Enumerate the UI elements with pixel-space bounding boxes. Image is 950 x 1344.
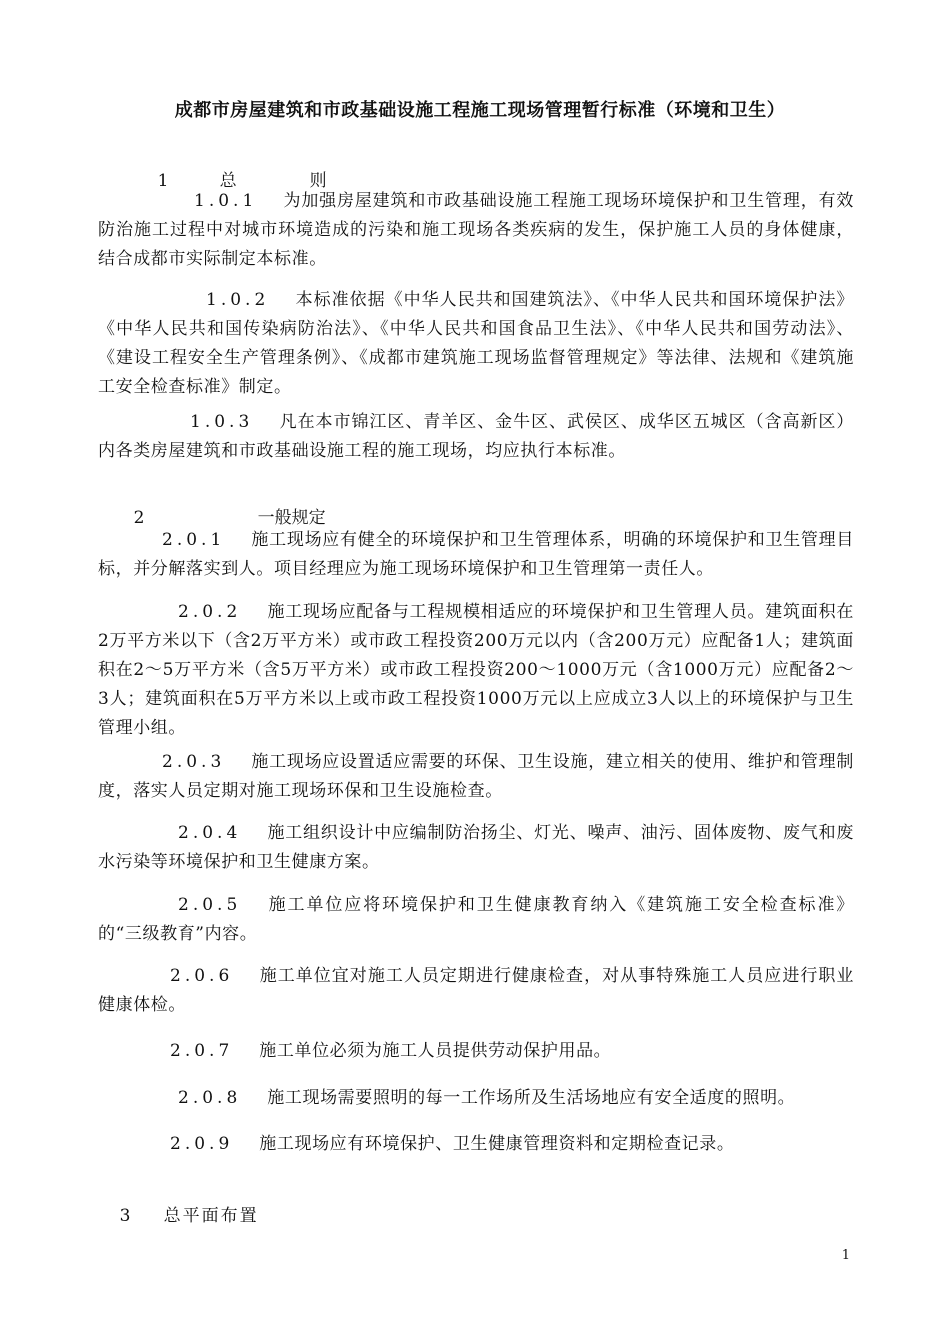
- paragraph-number: 2.0.5: [178, 895, 242, 915]
- paragraph-number: 1.0.3: [190, 412, 254, 432]
- paragraph-text: 施工单位必须为施工人员提供劳动保护用品。: [259, 1041, 612, 1061]
- section-number: 1: [157, 171, 169, 191]
- paragraph-2-0-7: [98, 1037, 854, 1066]
- paragraph-1-0-2: [98, 286, 854, 402]
- paragraph-text: 施工单位应将环境保护和卫生健康教育纳入《建筑施工安全检查标准》的“三级教育”内容。: [98, 895, 854, 944]
- paragraph-number: 2.0.6: [170, 966, 234, 986]
- paragraph-2-0-5: [98, 891, 854, 949]
- paragraph-number: 2.0.2: [178, 602, 242, 622]
- paragraph-text: 施工现场应设置适应需要的环保、卫生设施，建立相关的使用、维护和管理制度，落实人员定期对施工现场环保和卫生设施检查。: [98, 752, 854, 801]
- paragraph-2-0-3: [98, 748, 854, 806]
- paragraph-2-0-2: [98, 598, 854, 743]
- paragraph-number: 2.0.9: [170, 1134, 234, 1154]
- document-title: 成都市房屋建筑和市政基础设施工程施工现场管理暂行标准（环境和卫生）: [174, 100, 786, 121]
- paragraph-number: 2.0.8: [178, 1088, 242, 1108]
- paragraph-number: 1.0.2: [206, 290, 270, 310]
- paragraph-2-0-9: [98, 1130, 854, 1159]
- paragraph-number: 2.0.7: [170, 1041, 234, 1061]
- paragraph-1-0-1: [98, 187, 854, 274]
- paragraph-2-0-6: [98, 962, 854, 1020]
- paragraph-number: 2.0.4: [178, 823, 242, 843]
- paragraph-2-0-1: [98, 526, 854, 584]
- paragraph-text: 施工现场需要照明的每一工作场所及生活场地应有安全适度的照明。: [267, 1088, 796, 1108]
- paragraph-text: 凡在本市锦江区、青羊区、金牛区、武侯区、成华区五城区（含高新区）内各类房屋建筑和市政基础设施工程的施工现场，均应执行本标准。: [98, 412, 854, 461]
- section-title-part-b: 则: [309, 171, 327, 191]
- paragraph-text: 施工现场应有环境保护、卫生健康管理资料和定期检查记录。: [259, 1134, 735, 1154]
- section-3-heading: [98, 1181, 259, 1246]
- paragraph-1-0-3: [98, 408, 854, 466]
- paragraph-number: 2.0.1: [162, 530, 226, 550]
- section-number: 2: [133, 508, 145, 528]
- paragraph-text: 施工单位宜对施工人员定期进行健康检查，对从事特殊施工人员应进行职业健康体检。: [98, 966, 854, 1015]
- paragraph-2-0-8: [98, 1084, 854, 1113]
- paragraph-text: 施工现场应配备与工程规模相适应的环境保护和卫生管理人员。建筑面积在2万平方米以下（含2万平方米）或市政工程投资200万元以内（含200万元）应配备1人；建筑面积在2～5万平方米（含5万平方米）或市政工程投资200～1000万元（含1000万元）应配备2～ 3人；建筑面积在5万平方米以上或市政工程投资1000万元以上应成立3人以上的环境保护与卫生管理小组。: [98, 602, 854, 738]
- section-number: 3: [119, 1206, 131, 1226]
- paragraph-text: 为加强房屋建筑和市政基础设施工程施工现场环境保护和卫生管理，有效防治施工过程中对城市环境造成的污染和施工现场各类疾病的发生，保护施工人员的身体健康，结合成都市实际制定本标准。: [98, 191, 854, 269]
- section-title-part-a: 总: [219, 171, 237, 191]
- paragraph-text: 施工组织设计中应编制防治扬尘、灯光、噪声、油污、固体废物、废气和废水污染等环境保护和卫生健康方案。: [98, 823, 854, 872]
- paragraph-2-0-4: [98, 819, 854, 877]
- section-title: 总平面布置: [163, 1206, 259, 1226]
- paragraph-number: 1.0.1: [194, 191, 258, 211]
- page-number: 1: [841, 1248, 850, 1263]
- section-title: 一般规定: [257, 508, 326, 528]
- paragraph-text: 施工现场应有健全的环境保护和卫生管理体系，明确的环境保护和卫生管理目标，并分解落实到人。项目经理应为施工现场环境保护和卫生管理第一责任人。: [98, 530, 854, 579]
- paragraph-number: 2.0.3: [162, 752, 226, 772]
- paragraph-text: 本标准依据《中华人民共和国建筑法》、《中华人民共和国环境保护法》《中华人民共和国传染病防治法》、《中华人民共和国食品卫生法》、《中华人民共和国劳动法》、《建设工程安全生产管理条例》、《成都市建筑施工现场监督管理规定》等法律、法规和《建筑施工安全检查标准》制定。: [98, 290, 854, 397]
